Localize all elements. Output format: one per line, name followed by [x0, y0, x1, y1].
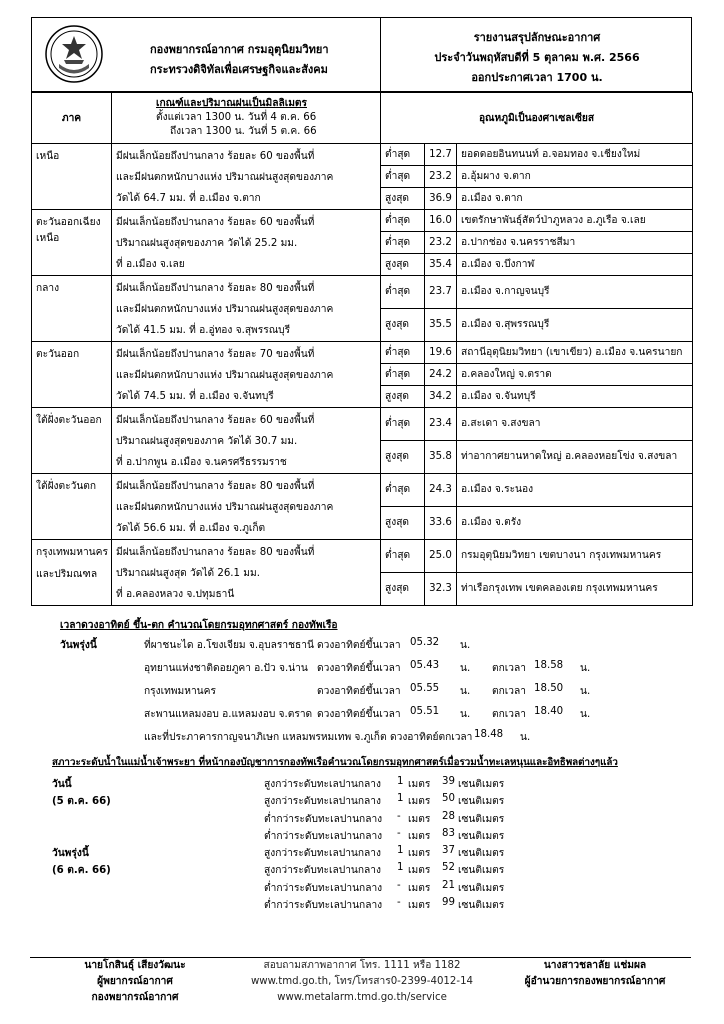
temp-location: ท่าเรือกรุงเทพ เขตคลองเตย กรุงเทพมหานคร	[457, 573, 693, 606]
sun-day-label: วันพรุ่งนี้	[60, 640, 97, 651]
temp-type: สูงสุด	[381, 386, 425, 408]
temp-type: ต่ำสุด	[381, 166, 425, 188]
sun-place: สะพานแหลมงอบ อ.แหลมงอบ จ.ตราด	[144, 709, 313, 720]
sun-unit2: น.	[580, 686, 591, 697]
tide-meter-unit: เมตร	[408, 813, 431, 825]
temp-type: สูงสุด	[381, 188, 425, 210]
temp-location: อ.เมือง จ.ระนอง	[457, 474, 693, 507]
tide-relation: สูงกว่าระดับทะเลปานกลาง	[264, 865, 381, 877]
temp-location: อ.สะเดา จ.สงขลา	[457, 408, 693, 441]
table-row	[32, 276, 693, 309]
tide-cm-unit: เซนติเมตร	[458, 882, 505, 894]
rain-text-line: วัดได้ 41.5 มม. ที่ อ.อู่ทอง จ.สุพรรณบุรี	[116, 325, 291, 336]
rain-cell	[112, 144, 381, 210]
tide-centimeters: 50	[442, 793, 455, 805]
temp-type: สูงสุด	[381, 254, 425, 276]
region-name: ตะวันออกเฉียงเหนือ	[36, 217, 101, 244]
tide-centimeters: 28	[442, 810, 455, 822]
report-header	[31, 17, 692, 92]
rain-text-line: มีฝนเล็กน้อยถึงปานกลาง ร้อยละ 60 ของพื้นที่	[116, 415, 315, 426]
temp-value: 24.3	[425, 474, 457, 507]
rain-text-line: ปริมาณฝนสูงสุด วัดได้ 26.1 มม.	[116, 568, 260, 579]
rain-text-line: วัดได้ 64.7 มม. ที่ อ.เมือง จ.ตาก	[116, 193, 261, 204]
sun-place: ที่ผาชนะได อ.โขงเจียม จ.อุบลราชธานี	[144, 640, 314, 651]
temp-value: 24.2	[425, 364, 457, 386]
tide-cm-unit: เซนติเมตร	[458, 865, 505, 877]
tide-meter-unit: เมตร	[408, 882, 431, 894]
rain-text-line: และมีฝนตกหนักบางแห่ง ปริมาณฝนสูงสุดของภาค	[116, 172, 334, 183]
region-name: เหนือ	[36, 151, 60, 162]
rain-text-line: มีฝนเล็กน้อยถึงปานกลาง ร้อยละ 60 ของพื้นที่	[116, 217, 315, 228]
temp-location: ยอดดอยอินทนนท์ อ.จอมทอง จ.เชียงใหม่	[457, 144, 693, 166]
contact-phone: สอบถามสภาพอากาศ โทร. 1111 หรือ 1182	[263, 960, 461, 971]
temp-location: อ.เมือง จ.จันทบุรี	[457, 386, 693, 408]
sun-rise-label: ดวงอาทิตย์ขึ้นเวลา	[317, 640, 401, 651]
temp-location: สถานีอุตุนิยมวิทยา (เขาเขียว) อ.เมือง จ.นครนายก	[457, 342, 693, 364]
table-row	[32, 342, 693, 364]
tide-day-date: (6 ต.ค. 66)	[52, 865, 111, 877]
temp-type: ต่ำสุด	[381, 364, 425, 386]
temp-value: 23.2	[425, 166, 457, 188]
sun-place: อุทยานแห่งชาติดอยภูคา อ.ปัว จ.น่าน	[144, 663, 308, 674]
forecaster-title: ผู้พยากรณ์อากาศ	[97, 976, 173, 987]
temp-location: อ.เมือง จ.กาญจนบุรี	[457, 276, 693, 309]
rain-text-line: วัดได้ 56.6 มม. ที่ อ.เมือง จ.ภูเก็ต	[116, 523, 266, 534]
sun-set: 18.50	[534, 683, 564, 694]
temp-value: 23.2	[425, 232, 457, 254]
tide-meter-unit: เมตร	[408, 830, 431, 842]
temp-type: ต่ำสุด	[381, 276, 425, 309]
table-row	[32, 144, 693, 166]
temp-type: ต่ำสุด	[381, 474, 425, 507]
sun-rise: 05.55	[410, 683, 440, 694]
region-cell	[32, 210, 112, 276]
report-issue-time: ออกประกาศเวลา 1700 น.	[471, 71, 603, 84]
temp-value: 35.8	[425, 441, 457, 474]
tide-cm-unit: เซนติเมตร	[458, 796, 505, 808]
temp-value: 32.3	[425, 573, 457, 606]
rain-cell	[112, 474, 381, 540]
sun-rise-label: ดวงอาทิตย์ขึ้นเวลา	[317, 709, 401, 720]
rain-text-line: ปริมาณฝนสูงสุดของภาค วัดได้ 25.2 มม.	[116, 238, 298, 249]
temp-location: กรมอุตุนิยมวิทยา เขตบางนา กรุงเทพมหานคร	[457, 540, 693, 573]
tide-relation: ต่ำกว่าระดับทะเลปานกลาง	[264, 882, 383, 894]
sun-rise: 05.32	[410, 637, 440, 648]
tide-relation: สูงกว่าระดับทะเลปานกลาง	[264, 796, 381, 808]
temp-type: ต่ำสุด	[381, 342, 425, 364]
rain-cell	[112, 210, 381, 276]
tide-day-date: (5 ต.ค. 66)	[52, 796, 111, 808]
tide-relation: สูงกว่าระดับทะเลปานกลาง	[264, 779, 381, 790]
sun-set: 18.58	[534, 660, 564, 671]
tide-section-title: สภาวะระดับน้ำในแม่น้ำเจ้าพระยา ที่หน้ากองบัญชาการกองทัพเรือคำนวณโดยกรมอุทกศาสตร์เมื่อรวมน้ำทะเลหนุนและอิทธิพลต่างๆแล้ว	[52, 757, 618, 768]
tide-cm-unit: เซนติเมตร	[458, 899, 505, 911]
sun-set: 18.40	[534, 706, 564, 717]
sun-unit1: น.	[460, 640, 471, 651]
sun-unit1: น.	[460, 709, 471, 720]
rain-period-from: ตั้งแต่เวลา 1300 น. วันที่ 4 ต.ค. 66	[156, 112, 317, 123]
temp-value: 33.6	[425, 507, 457, 540]
temp-type: ต่ำสุด	[381, 540, 425, 573]
sun-place: กรุงเทพมหานคร	[144, 686, 216, 697]
sun-rise-label: ดวงอาทิตย์ขึ้นเวลา	[317, 663, 401, 674]
tide-cm-unit: เซนติเมตร	[458, 779, 505, 790]
rain-text-line: มีฝนเล็กน้อยถึงปานกลาง ร้อยละ 70 ของพื้นที่	[116, 349, 315, 360]
region-cell	[32, 474, 112, 540]
col-region-header: ภาค	[32, 93, 112, 144]
temp-type: ต่ำสุด	[381, 144, 425, 166]
sun-last-set-label: ดวงอาทิตย์ตกเวลา	[390, 732, 473, 743]
rain-text-line: ที่ อ.ปากพูน อ.เมือง จ.นครศรีธรรมราช	[116, 457, 287, 468]
tide-centimeters: 37	[442, 845, 455, 856]
contact-metalarm[interactable]: www.metalarm.tmd.go.th/service	[277, 992, 447, 1003]
rain-text-line: มีฝนเล็กน้อยถึงปานกลาง ร้อยละ 80 ของพื้นที่	[116, 481, 315, 492]
temp-location: อ.เมือง จ.สุพรรณบุรี	[457, 309, 693, 342]
sun-unit1: น.	[460, 686, 471, 697]
rain-text-line: ที่ อ.เมือง จ.เลย	[116, 259, 185, 270]
rain-text-line: ปริมาณฝนสูงสุดของภาค วัดได้ 30.7 มม.	[116, 436, 298, 447]
temp-value: 36.9	[425, 188, 457, 210]
sun-rise-label: ดวงอาทิตย์ขึ้นเวลา	[317, 686, 401, 697]
rain-cell	[112, 408, 381, 474]
tide-cm-unit: เซนติเมตร	[458, 830, 505, 842]
region-cell	[32, 540, 112, 606]
rain-text-line: มีฝนเล็กน้อยถึงปานกลาง ร้อยละ 80 ของพื้นที่	[116, 283, 315, 294]
region-name: กรุงเทพมหานคร	[36, 547, 108, 558]
report-title: รายงานสรุปลักษณะอากาศ	[473, 31, 601, 44]
tide-meters: -	[397, 810, 401, 822]
rain-cell	[112, 276, 381, 342]
tide-meters: -	[397, 827, 401, 839]
sun-rise: 05.51	[410, 706, 440, 717]
tide-day-label: วันนี้	[52, 779, 72, 790]
rain-text-line: และมีฝนตกหนักบางแห่ง ปริมาณฝนสูงสุดของภาค	[116, 304, 334, 315]
tide-centimeters: 39	[442, 776, 455, 787]
sun-rise: 05.43	[410, 660, 440, 671]
region-cell	[32, 408, 112, 474]
temp-type: สูงสุด	[381, 441, 425, 474]
temp-value: 25.0	[425, 540, 457, 573]
region-name: ใต้ฝั่งตะวันออก	[36, 415, 102, 426]
rain-text-line: และมีฝนตกหนักบางแห่ง ปริมาณฝนสูงสุดของภาค	[116, 370, 334, 381]
temp-type: ต่ำสุด	[381, 408, 425, 441]
region-cell	[32, 276, 112, 342]
table-header-row	[32, 93, 693, 144]
rain-cell	[112, 342, 381, 408]
footer-director	[500, 958, 690, 990]
tide-centimeters: 99	[442, 896, 455, 908]
temp-location: อ.เมือง จ.ตาก	[457, 188, 693, 210]
ministry-name: กระทรวงดิจิทัลเพื่อเศรษฐกิจและสังคม	[150, 63, 328, 76]
region-cell	[32, 144, 112, 210]
tide-relation: สูงกว่าระดับทะเลปานกลาง	[264, 848, 381, 859]
forecaster-name: นายโกสินธุ์ เสียงวัฒนะ	[84, 960, 186, 971]
temp-value: 19.6	[425, 342, 457, 364]
tide-meter-unit: เมตร	[408, 899, 431, 911]
contact-website[interactable]: www.tmd.go.th, โทร/โทรสาร0-2399-4012-14	[250, 976, 474, 987]
tide-centimeters: 83	[442, 827, 455, 839]
director-name: นางสาวชลาลัย แช่มผล	[543, 960, 647, 971]
temp-location: อ.เมือง จ.ตรัง	[457, 507, 693, 540]
rain-text-line: มีฝนเล็กน้อยถึงปานกลาง ร้อยละ 80 ของพื้นที่	[116, 547, 315, 558]
temp-location: เขตรักษาพันธุ์สัตว์ป่าภูหลวง อ.ภูเรือ จ.เลย	[457, 210, 693, 232]
department-name: กองพยากรณ์อากาศ กรมอุตุนิยมวิทยา	[150, 43, 329, 56]
tide-meter-unit: เมตร	[408, 779, 431, 790]
region-name: ตะวันออก	[36, 349, 80, 360]
region-name: กลาง	[36, 283, 60, 294]
sun-set-label: ตกเวลา	[492, 663, 526, 674]
temp-value: 35.5	[425, 309, 457, 342]
tide-centimeters: 52	[442, 862, 455, 874]
rain-text-line: มีฝนเล็กน้อยถึงปานกลาง ร้อยละ 60 ของพื้นที่	[116, 151, 315, 162]
region-name: ใต้ฝั่งตะวันตก	[36, 481, 97, 492]
sun-last-place: และที่ประภาคารกาญจนาภิเษก แหลมพรหมเทพ จ.ภูเก็ต	[144, 732, 387, 743]
tide-meter-unit: เมตร	[408, 796, 431, 808]
director-title: ผู้อำนวยการกองพยากรณ์อากาศ	[524, 976, 666, 987]
temp-location: ท่าอากาศยานหาดใหญ่ อ.คลองหอยโข่ง จ.สงขลา	[457, 441, 693, 474]
rain-text-line: และมีฝนตกหนักบางแห่ง ปริมาณฝนสูงสุดของภาค	[116, 502, 334, 513]
tide-relation: ต่ำกว่าระดับทะเลปานกลาง	[264, 830, 383, 842]
sun-unit1: น.	[460, 663, 471, 674]
tide-meters: 1	[397, 862, 404, 874]
tmd-logo	[44, 24, 104, 84]
table-row	[32, 474, 693, 507]
header-left	[32, 18, 381, 91]
table-row	[32, 408, 693, 441]
rain-text-line: วัดได้ 74.5 มม. ที่ อ.เมือง จ.จันทบุรี	[116, 391, 274, 402]
temp-type: สูงสุด	[381, 309, 425, 342]
rain-cell	[112, 540, 381, 606]
region-cell	[32, 342, 112, 408]
tide-cm-unit: เซนติเมตร	[458, 813, 505, 825]
rain-period-to: ถึงเวลา 1300 น. วันที่ 5 ต.ค. 66	[170, 126, 317, 137]
footer-contact	[232, 958, 492, 1006]
tide-meter-unit: เมตร	[408, 848, 431, 859]
sun-last-unit: น.	[520, 732, 531, 743]
tide-meters: 1	[397, 845, 404, 856]
sun-section-title: เวลาดวงอาทิตย์ ขึ้น-ตก คำนวณโดยกรมอุทกศาสตร์ กองทัพเรือ	[60, 620, 338, 631]
temp-value: 35.4	[425, 254, 457, 276]
temp-location: อ.อุ้มผาง จ.ตาก	[457, 166, 693, 188]
tide-day-label: วันพรุ่งนี้	[52, 848, 89, 859]
temp-value: 23.7	[425, 276, 457, 309]
table-row	[32, 540, 693, 573]
rain-criteria-title: เกณฑ์และปริมาณฝนเป็นมิลลิเมตร	[156, 98, 307, 109]
table-row	[32, 210, 693, 232]
temp-location: อ.ปากช่อง จ.นครราชสีมา	[457, 232, 693, 254]
weather-summary-table	[31, 92, 693, 606]
col-temp-header: อุณหภูมิเป็นองศาเซลเซียส	[381, 93, 693, 144]
temp-value: 16.0	[425, 210, 457, 232]
tide-relation: ต่ำกว่าระดับทะเลปานกลาง	[264, 899, 383, 911]
temp-value: 23.4	[425, 408, 457, 441]
temp-location: อ.เมือง จ.บึงกาฬ	[457, 254, 693, 276]
tide-meter-unit: เมตร	[408, 865, 431, 877]
rain-text-line: ที่ อ.คลองหลวง จ.ปทุมธานี	[116, 589, 235, 600]
sun-set-label: ตกเวลา	[492, 686, 526, 697]
tide-meters: 1	[397, 793, 404, 805]
tide-cm-unit: เซนติเมตร	[458, 848, 505, 859]
tide-centimeters: 21	[442, 879, 455, 891]
sun-unit2: น.	[580, 663, 591, 674]
temp-type: สูงสุด	[381, 573, 425, 606]
sun-set-label: ตกเวลา	[492, 709, 526, 720]
footer-forecaster	[60, 958, 210, 1006]
temp-value: 12.7	[425, 144, 457, 166]
temp-location: อ.คลองใหญ่ จ.ตราด	[457, 364, 693, 386]
tide-meters: -	[397, 896, 401, 908]
temp-type: ต่ำสุด	[381, 210, 425, 232]
tide-relation: ต่ำกว่าระดับทะเลปานกลาง	[264, 813, 383, 825]
temp-type: สูงสุด	[381, 507, 425, 540]
region-name-line2: และปริมณฑล	[36, 569, 98, 580]
temp-value: 34.2	[425, 386, 457, 408]
report-date: ประจำวันพฤหัสบดีที่ 5 ตุลาคม พ.ศ. 2566	[434, 51, 640, 64]
tide-meters: 1	[397, 776, 404, 787]
sun-unit2: น.	[580, 709, 591, 720]
col-rain-header	[112, 93, 381, 144]
forecaster-department: กองพยากรณ์อากาศ	[91, 992, 179, 1003]
sun-last-set: 18.48	[474, 729, 504, 740]
temp-type: ต่ำสุด	[381, 232, 425, 254]
tide-meters: -	[397, 879, 401, 891]
